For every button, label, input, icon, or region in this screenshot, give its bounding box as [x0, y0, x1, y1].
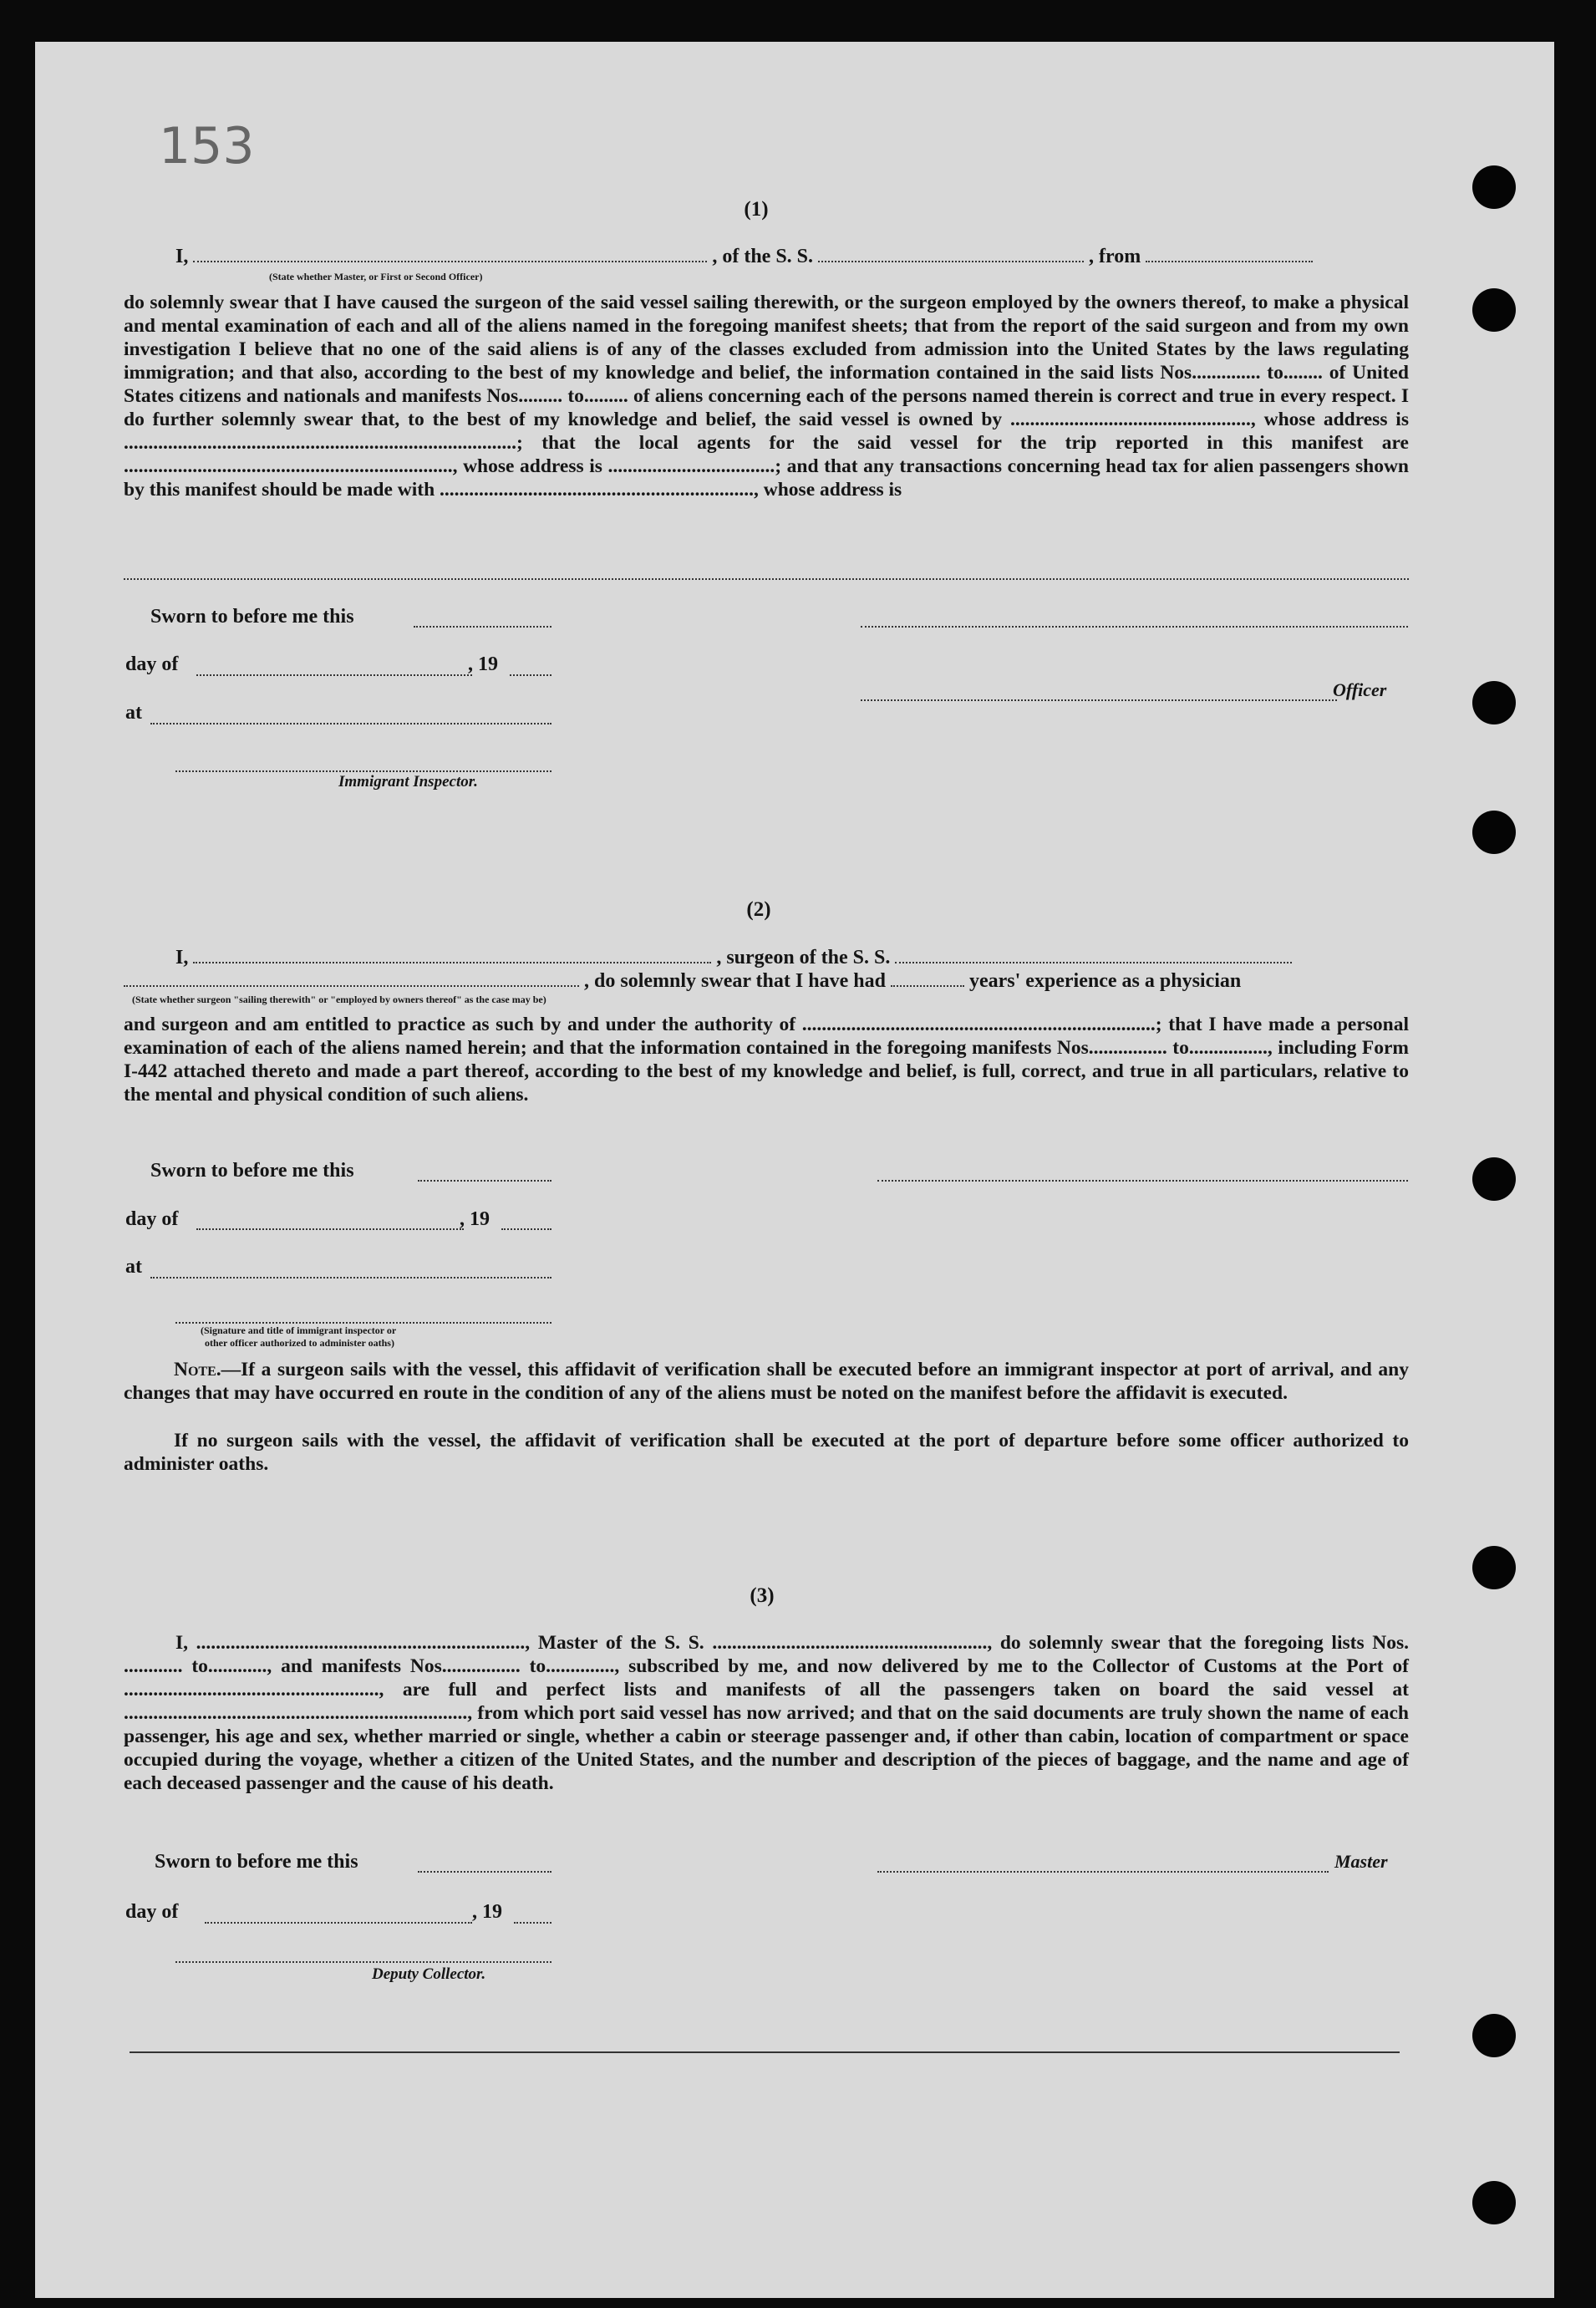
- s2-years: years' experience as a physician: [968, 970, 1242, 992]
- section-1-paragraph: do solemnly swear that I have caused the surgeon of the said vessel sailing therewith, or the surgeon employed by the owners thereof, to make a physical and mental examination of each and all of the aliens named in the foregoing manifest sheets; that from the report of the said surgeon and from my own investigation I believe that no one of the said aliens is of any of the classes excluded from admission into the United States by the laws regulating immigration; and that also, according to the best of my knowledge and belief, the information contained in the said lists Nos.............. to........ of United States citizens and nationals and manifests Nos......... to......... of aliens concerning each of the persons named therein is correct and true in every respect. I do further solemnly swear that, to the best of my knowledge and belief, the said vessel is owned by ................................................., whose address is ................................................................................; that the local agents for the said vessel for the trip reported in this manifest are ..................................................................., whose address is ..................................; and that any transactions concerning head tax for alien passengers shown by this manifest should be made with ................................................................, whose address is: [124, 292, 1409, 501]
- punch-hole: [1472, 1157, 1516, 1201]
- s2-note-paragraph-2: If no surgeon sails with the vessel, the affidavit of verification shall be executed at the port of departure before some officer authorized to administer oaths.: [124, 1430, 1409, 1475]
- s1-i: I,: [175, 246, 189, 267]
- s2-year-field[interactable]: [501, 1227, 551, 1230]
- s1-day-field[interactable]: [196, 673, 472, 676]
- s1-day-of-label: day of: [125, 653, 179, 675]
- s1-address-field[interactable]: [124, 577, 1409, 580]
- s2-capacity-field[interactable]: [124, 970, 579, 987]
- s3-year-label: , 19: [472, 1901, 502, 1923]
- s1-inspector-label: Immigrant Inspector.: [338, 773, 478, 791]
- s3-master-label: Master: [1334, 1851, 1388, 1872]
- punch-hole: [1472, 2181, 1516, 2224]
- s2-sig-note-1: (Signature and title of immigrant inspector or: [201, 1324, 397, 1336]
- punch-hole: [1472, 2014, 1516, 2057]
- s2-capacity-note: (State whether surgeon "sailing therewith" or "employed by owners thereof" as the case may be): [132, 994, 546, 1005]
- section-1-number: (1): [744, 198, 769, 221]
- s1-officer-signature-line-1[interactable]: [861, 624, 1408, 628]
- s2-year-label: , 19: [460, 1208, 490, 1230]
- s1-at-label: at: [125, 702, 142, 724]
- punch-hole: [1472, 681, 1516, 724]
- s3-sworn-field[interactable]: [418, 1869, 551, 1873]
- section-2-number: (2): [746, 898, 771, 921]
- s1-officer-field[interactable]: [193, 246, 707, 262]
- s2-at-label: at: [125, 1256, 142, 1278]
- s2-surgeon-signature-line[interactable]: [877, 1178, 1408, 1182]
- punch-hole: [1472, 811, 1516, 854]
- s2-note-label: Note.: [174, 1359, 221, 1380]
- s3-day-field[interactable]: [205, 1920, 472, 1924]
- s2-sig-note-2: other officer authorized to administer oaths): [205, 1337, 394, 1349]
- s2-sworn-field[interactable]: [418, 1178, 551, 1182]
- s2-vessel-field[interactable]: [895, 947, 1292, 963]
- s3-day-of-label: day of: [125, 1901, 179, 1923]
- s3-collector-label: Deputy Collector.: [372, 1965, 486, 1983]
- s2-note-paragraph: [124, 1358, 1409, 1405]
- section-2-line-2: [124, 969, 1410, 993]
- bottom-rule: [130, 2051, 1400, 2053]
- punch-hole: [1472, 165, 1516, 209]
- s2-note-text: —If a surgeon sails with the vessel, this affidavit of verification shall be executed before an immigrant inspector at port of arrival, and any changes that may have occurred en route in the condition of any of the aliens must be noted on the manifest before the affidavit is executed.: [124, 1359, 1409, 1404]
- s1-from-field[interactable]: [1146, 246, 1313, 262]
- section-2-paragraph: and surgeon and am entitled to practice as such by and under the authority of ........................................................................; that I have made a personal examination of each of the aliens named herein; and that the information contained in the foregoing manifests Nos................ to................, including Form I-442 attached thereto and made a part thereof, according to the best of my knowledge and belief, is full, correct, and true in all particulars, relative to the mental and physical condition of such aliens.: [124, 1014, 1409, 1106]
- section-2-line-1: [175, 946, 1408, 969]
- s3-collector-signature-line[interactable]: [175, 1960, 551, 1963]
- s2-swear: , do solemnly swear that I have had: [584, 970, 886, 992]
- s1-inspector-signature-line[interactable]: [175, 769, 551, 772]
- s2-surgeon-field[interactable]: [193, 947, 711, 963]
- section-1-line-1: [175, 245, 1408, 268]
- s1-of-ss: , of the S. S.: [712, 246, 814, 267]
- s1-sworn-label: Sworn to before me this: [150, 606, 354, 628]
- s2-surgeon-of-ss: , surgeon of the S. S.: [716, 947, 891, 968]
- s2-inspector-signature-line[interactable]: [175, 1320, 551, 1324]
- s3-sworn-label: Sworn to before me this: [155, 1851, 358, 1873]
- s1-officer-signature-line-2[interactable]: [861, 698, 1337, 701]
- s2-day-field[interactable]: [196, 1227, 464, 1230]
- s2-i: I,: [175, 947, 189, 968]
- s1-sworn-field[interactable]: [414, 624, 551, 628]
- s1-officer-label: Officer: [1333, 679, 1387, 700]
- handwritten-page-number: 153: [159, 117, 255, 175]
- s2-day-of-label: day of: [125, 1208, 179, 1230]
- s1-year-field[interactable]: [510, 673, 551, 676]
- section-3-paragraph: I, ..................................................................., Master of the S. S. ........................................................, do solemnly swear that the foregoing lists Nos. ............ to............, and manifests Nos................ to.............., subscribed by me, and now delivered by me to the Collector of Customs at the Port of ...................................................., are full and perfect lists and manifests of all the passengers taken on board the said vessel at ......................................................................, from which port said vessel has now arrived; and that on the said documents are truly shown the name of each passenger, his age and sex, whether married or single, whether a cabin or steerage passenger and, if other than cabin, location of compartment or space occupied during the voyage, whether a citizen of the United States, and the number and description of the pieces of baggage, and the name and age of each deceased passenger and the cause of his death.: [124, 1632, 1409, 1794]
- s3-year-field[interactable]: [514, 1920, 551, 1924]
- punch-hole: [1472, 288, 1516, 332]
- s1-vessel-field[interactable]: [818, 246, 1084, 262]
- s1-officer-note: (State whether Master, or First or Second Officer): [269, 271, 483, 282]
- punch-hole: [1472, 1546, 1516, 1589]
- s1-year-label: , 19: [468, 653, 498, 675]
- section-3-number: (3): [750, 1584, 775, 1607]
- s2-sworn-label: Sworn to before me this: [150, 1160, 354, 1182]
- s1-from: , from: [1089, 246, 1141, 267]
- s1-at-field[interactable]: [150, 721, 551, 724]
- s2-years-field[interactable]: [891, 970, 964, 987]
- s3-master-signature-line[interactable]: [877, 1869, 1329, 1873]
- s2-at-field[interactable]: [150, 1275, 551, 1279]
